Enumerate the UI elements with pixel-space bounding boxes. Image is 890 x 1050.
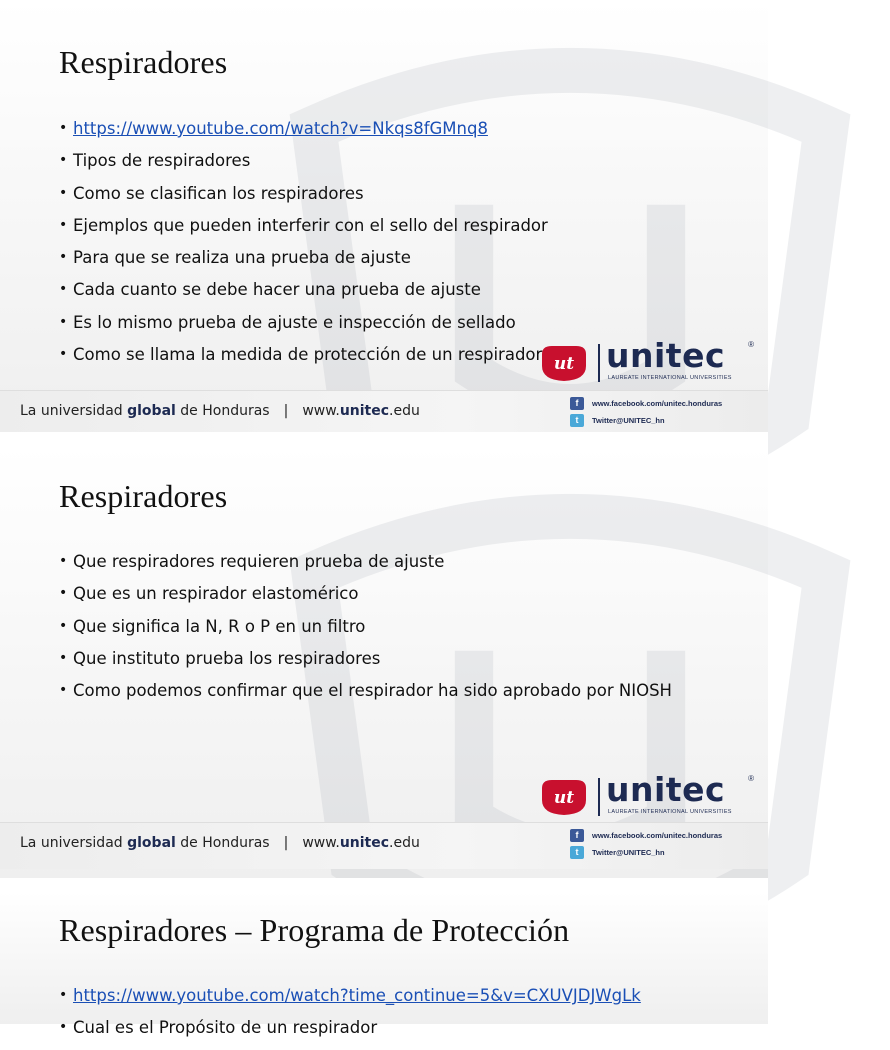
logo-divider xyxy=(598,344,600,382)
footer-slogan: La universidad global de Honduras | www.unitec.edu xyxy=(20,835,420,851)
bullet-list xyxy=(59,985,699,1050)
slide-2 xyxy=(0,446,768,878)
list-item: • Que significa la N, R o P en un filtro xyxy=(59,616,366,636)
facebook-icon: f xyxy=(570,829,584,842)
list-item: • https://www.youtube.com/watch?time_continue=5&v=CXUVJDJWgLk xyxy=(59,986,641,1005)
logo-tagline: LAUREATE INTERNATIONAL UNIVERSITIES xyxy=(608,809,732,815)
svg-text:ut: ut xyxy=(553,354,575,374)
video-link[interactable]: https://www.youtube.com/watch?v=Nkqs8fGMnq8 xyxy=(73,119,488,138)
unitec-logo xyxy=(538,336,754,384)
video-link[interactable]: https://www.youtube.com/watch?time_continue=5&v=CXUVJDJWgLk xyxy=(73,986,641,1005)
facebook-link[interactable]: f www.facebook.com/unitec.honduras xyxy=(570,827,722,844)
slide-title: Respiradores xyxy=(59,478,228,514)
logo-wordmark: unitec xyxy=(606,336,726,375)
list-item: • Que instituto prueba los respiradores xyxy=(59,648,381,668)
list-item: • Como podemos confirmar que el respirador ha sido aprobado por NIOSH xyxy=(59,681,672,701)
slide-gap xyxy=(0,878,768,892)
list-item: • Para que se realiza una prueba de ajuste xyxy=(59,248,411,268)
registered-mark: ® xyxy=(748,774,754,783)
bullet-list xyxy=(59,118,699,376)
logo-wordmark: unitec xyxy=(606,770,726,809)
slide-3 xyxy=(0,892,768,1038)
facebook-icon: f xyxy=(570,397,584,410)
list-item: • Cada cuanto se debe hacer una prueba de ajuste xyxy=(59,280,481,300)
facebook-link[interactable]: f www.facebook.com/unitec.honduras xyxy=(570,395,722,412)
slide-1 xyxy=(0,0,768,432)
list-item: • Como se clasifican los respiradores xyxy=(59,183,364,203)
logo-divider xyxy=(598,778,600,816)
registered-mark: ® xyxy=(748,340,754,349)
footer-bar xyxy=(0,822,768,869)
social-links xyxy=(570,395,722,429)
list-item: • Tipos de respiradores xyxy=(59,151,251,171)
list-item: • Cual es el Propósito de un respirador xyxy=(59,1018,378,1038)
slide-title: Respiradores – Programa de Protección xyxy=(59,912,570,948)
list-item: • Que es un respirador elastomérico xyxy=(59,584,359,604)
footer-slogan: La universidad global de Honduras | www.unitec.edu xyxy=(20,403,420,419)
logo-tagline: LAUREATE INTERNATIONAL UNIVERSITIES xyxy=(608,375,732,381)
bullet-list xyxy=(59,551,699,712)
social-links xyxy=(570,827,722,861)
list-item: • https://www.youtube.com/watch?v=Nkqs8fGMnq8 xyxy=(59,119,488,138)
list-item: • Ejemplos que pueden interferir con el sello del respirador xyxy=(59,215,548,235)
footer-bar xyxy=(0,390,768,437)
ut-badge-icon xyxy=(538,778,590,816)
list-item: • Que respiradores requieren prueba de ajuste xyxy=(59,552,445,571)
slide-gap xyxy=(0,432,768,446)
unitec-logo xyxy=(538,770,754,818)
twitter-icon: t xyxy=(570,414,584,427)
list-item: • Es lo mismo prueba de ajuste e inspección de sellado xyxy=(59,312,516,332)
twitter-link[interactable]: t Twitter@UNITEC_hn xyxy=(570,412,722,429)
list-item: • Como se llama la medida de protección de un respirador xyxy=(59,345,543,365)
slide-title: Respiradores xyxy=(59,44,228,80)
ut-badge-icon xyxy=(538,344,590,382)
twitter-icon: t xyxy=(570,846,584,859)
twitter-link[interactable]: t Twitter@UNITEC_hn xyxy=(570,844,722,861)
svg-text:ut: ut xyxy=(553,788,575,808)
